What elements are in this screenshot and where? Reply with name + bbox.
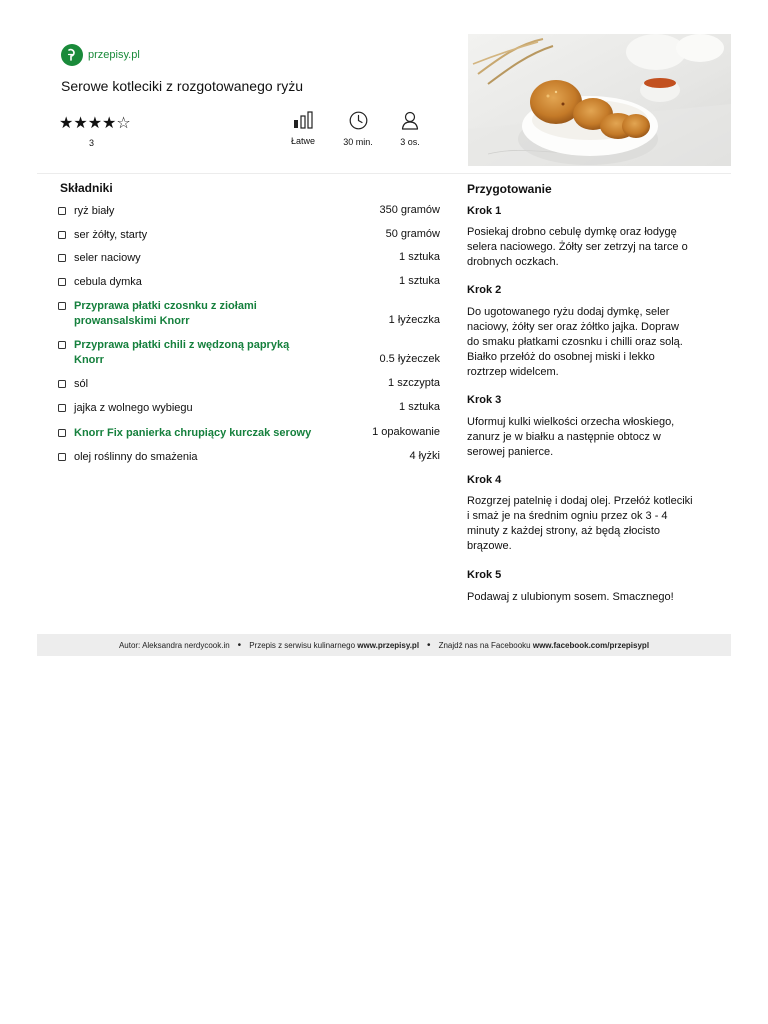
meta-servings xyxy=(380,111,440,147)
person-icon xyxy=(401,111,419,130)
step-line: roztrzep widelcem. xyxy=(467,366,559,378)
step-line: brązowe. xyxy=(467,540,512,552)
rating-count: 3 xyxy=(89,138,95,148)
step-title: Krok 5 xyxy=(467,569,502,581)
ingredients-heading: Składniki xyxy=(60,181,113,195)
footer-separator: • xyxy=(427,639,431,651)
step-line: selera naciowego. Żółty ser zetrzyj na tarce o xyxy=(467,241,688,253)
recipe-photo xyxy=(468,34,731,166)
ingredient-qty: 1 sztuka xyxy=(399,275,440,287)
ingredient-name: jajka z wolnego wybiegu xyxy=(74,402,193,414)
step-line: Podawaj z ulubionym sosem. Smacznego! xyxy=(467,591,674,603)
step-title: Krok 4 xyxy=(467,474,502,486)
meta-time xyxy=(328,111,388,147)
step-line: Do ugotowanego ryżu dodaj dymkę, seler xyxy=(467,306,670,318)
step-line: Białko przełóż do osobnej miski i lekko xyxy=(467,351,655,363)
header-divider xyxy=(37,173,731,174)
footer-separator: • xyxy=(237,639,242,651)
checkbox-icon[interactable] xyxy=(58,231,66,239)
step-line: do smaku płatkami czosnku i chilli oraz solą. xyxy=(467,336,683,348)
logo-icon xyxy=(61,44,83,66)
difficulty-label: Łatwe xyxy=(290,136,316,146)
step-line: Posiekaj drobno cebulę dymkę oraz łodygę xyxy=(467,226,677,238)
ingredient-name: seler naciowy xyxy=(74,252,141,264)
ingredient-name-link[interactable]: Knorr xyxy=(74,354,104,366)
step-line: naciowy, żółty ser oraz żółtko jajka. Dopraw xyxy=(467,321,679,333)
ingredient-qty: 0.5 łyżeczek xyxy=(379,353,440,365)
ingredient-qty: 350 gramów xyxy=(379,204,440,216)
ingredient-name: cebula dymka xyxy=(74,276,142,288)
step-line: minuty z każdej strony, aż będą złocisto xyxy=(467,525,660,537)
step-line: Rozgrzej patelnię i dodaj olej. Przełóż kotleciki xyxy=(467,495,693,507)
footer-author: Autor: Aleksandra nerdycook.in xyxy=(118,640,230,650)
servings-label: 3 os. xyxy=(400,137,420,147)
ingredient-name-link[interactable]: Przyprawa płatki czosnku z ziołami xyxy=(74,300,257,312)
rating-stars: ★★★★☆ xyxy=(59,115,131,132)
ingredient-qty: 1 opakowanie xyxy=(372,426,440,438)
step-line: Uformuj kulki wielkości orzecha włoskiego, xyxy=(467,416,675,428)
ingredient-name-link[interactable]: Knorr Fix panierka chrupiący kurczak serowy xyxy=(74,427,312,439)
step-text xyxy=(467,494,707,554)
ingredient-name: olej roślinny do smażenia xyxy=(74,451,198,463)
step-line: i smaż je na średnim ogniu przez ok 3 - 4 xyxy=(467,510,668,522)
ingredient-qty: 4 łyżki xyxy=(409,450,440,462)
time-label: 30 min. xyxy=(343,137,373,147)
meta-difficulty xyxy=(273,111,333,146)
ingredient-name: ser żółty, starty xyxy=(74,229,148,241)
ingredient-name: ryż biały xyxy=(74,205,115,217)
logo-text: przepisy.pl xyxy=(88,49,140,61)
step-text xyxy=(467,305,707,380)
checkbox-icon[interactable] xyxy=(58,278,66,286)
preparation-heading: Przygotowanie xyxy=(467,182,552,196)
checkbox-icon[interactable] xyxy=(58,429,66,437)
ingredient-name: sól xyxy=(74,378,89,390)
ingredient-qty: 1 sztuka xyxy=(399,251,440,263)
ingredient-qty: 1 sztuka xyxy=(399,401,440,413)
checkbox-icon[interactable] xyxy=(58,380,66,388)
step-line: serowej panierce. xyxy=(467,446,554,458)
step-title: Krok 3 xyxy=(467,394,502,406)
step-line: zanurz je w białku a następnie obtocz w xyxy=(467,431,661,443)
step-text xyxy=(467,225,707,270)
ingredient-qty: 1 szczypta xyxy=(388,377,440,389)
checkbox-icon[interactable] xyxy=(58,341,66,349)
footer-facebook-link[interactable]: www.facebook.com/przepisypl xyxy=(532,640,650,650)
footer-source-prefix: Przepis z serwisu kulinarnego xyxy=(249,640,356,650)
footer-bar xyxy=(37,634,731,656)
step-title: Krok 1 xyxy=(467,205,502,217)
ingredient-name-link[interactable]: Przyprawa płatki chili z wędzoną papryką xyxy=(74,339,290,351)
ingredient-qty: 50 gramów xyxy=(385,228,440,240)
ingredient-qty: 1 łyżeczka xyxy=(388,314,440,326)
step-line: drobnych oczkach. xyxy=(467,256,559,268)
checkbox-icon[interactable] xyxy=(58,453,66,461)
step-title: Krok 2 xyxy=(467,284,502,296)
checkbox-icon[interactable] xyxy=(58,207,66,215)
ingredient-name-link[interactable]: prowansalskimi Knorr xyxy=(74,315,190,327)
clock-icon xyxy=(349,111,368,130)
checkbox-icon[interactable] xyxy=(58,302,66,310)
step-text xyxy=(467,590,707,605)
recipe-title: Serowe kotleciki z rozgotowanego ryżu xyxy=(61,78,304,94)
checkbox-icon[interactable] xyxy=(58,404,66,412)
footer-source-link[interactable]: www.przepisy.pl xyxy=(357,640,420,650)
difficulty-bars-icon xyxy=(293,111,313,129)
przepisy-logo[interactable] xyxy=(61,44,140,66)
footer-fb-prefix: Znajdź nas na Facebooku xyxy=(438,640,531,650)
checkbox-icon[interactable] xyxy=(58,254,66,262)
step-text xyxy=(467,415,707,460)
